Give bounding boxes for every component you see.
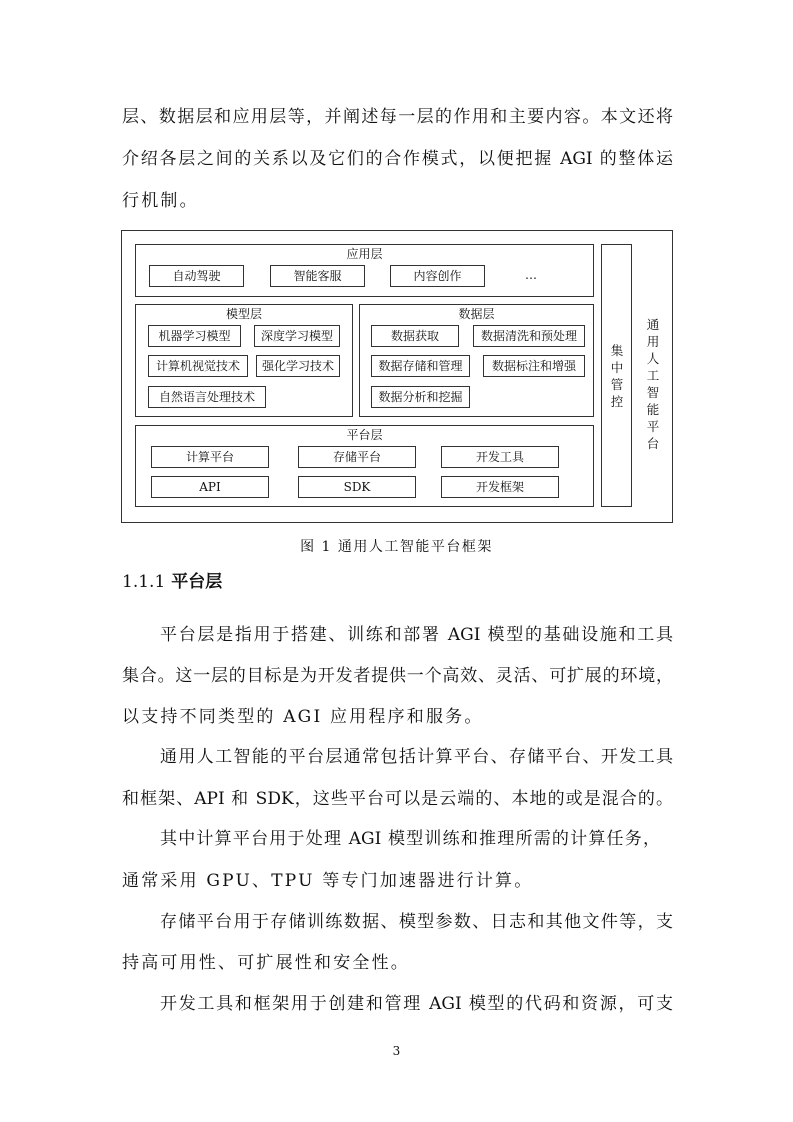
- data-layer-box: [359, 304, 594, 417]
- centralized-control-label: 集中管控: [610, 343, 624, 409]
- body-line-6: 其中计算平台用于处理 AGI 模型训练和推理所需的计算任务，: [160, 829, 660, 849]
- app-item-smart-customer-service: 智能客服: [270, 265, 365, 287]
- model-item-machine-learning: 机器学习模型: [148, 325, 241, 347]
- body-line-10: 开发工具和框架用于创建和管理 AGI 模型的代码和资源，可支: [160, 994, 673, 1014]
- data-layer-title: 数据层: [458, 307, 495, 321]
- data-item-acquisition: 数据获取: [371, 325, 459, 347]
- model-item-reinforcement-learning: 强化学习技术: [256, 355, 340, 377]
- section-title: 平台层: [171, 572, 223, 592]
- body-line-8: 存储平台用于存储训练数据、模型参数、日志和其他文件等，支: [160, 912, 673, 932]
- body-line-4: 通用人工智能的平台层通常包括计算平台、存储平台、开发工具: [160, 747, 673, 767]
- data-item-annotation: 数据标注和增强: [483, 355, 585, 377]
- figure-caption: 图 1 通用人工智能平台框架: [300, 539, 493, 555]
- framework-figure: [121, 230, 673, 523]
- intro-line-2: 介绍各层之间的关系以及它们的合作模式，以便把握 AGI 的整体运: [122, 149, 673, 169]
- model-item-nlp: 自然语言处理技术: [148, 386, 266, 408]
- platform-item-storage: 存储平台: [298, 446, 416, 468]
- data-item-cleaning: 数据清洗和预处理: [473, 325, 585, 347]
- platform-item-api: API: [151, 476, 269, 498]
- app-item-content-creation: 内容创作: [390, 265, 485, 287]
- app-item-ellipsis: …: [525, 268, 537, 282]
- data-item-analysis: 数据分析和挖掘: [371, 386, 470, 408]
- app-item-autonomous-driving: 自动驾驶: [149, 265, 244, 287]
- platform-item-sdk: SDK: [298, 476, 416, 498]
- platform-item-dev-framework: 开发框架: [441, 476, 559, 498]
- model-item-deep-learning: 深度学习模型: [254, 325, 340, 347]
- intro-line-1: 层、数据层和应用层等，并阐述每一层的作用和主要内容。本文还将: [122, 107, 673, 127]
- centralized-control-box: [601, 244, 632, 507]
- body-line-5: 和框架、API 和 SDK，这些平台可以是云端的、本地的或是混合的。: [122, 789, 673, 809]
- body-line-2: 集合。这一层的目标是为开发者提供一个高效、灵活、可扩展的环境，: [122, 666, 673, 686]
- section-heading: [122, 571, 222, 593]
- page-number: 3: [392, 1044, 401, 1058]
- application-layer-box: [135, 244, 594, 297]
- section-number: 1.1.1: [122, 572, 166, 592]
- model-item-computer-vision: 计算机视觉技术: [148, 355, 248, 377]
- model-layer-title: 模型层: [225, 307, 262, 321]
- platform-layer-box: [135, 425, 594, 507]
- model-layer-box: [135, 304, 353, 417]
- body-line-7: 通常采用 GPU、TPU 等专门加速器进行计算。: [122, 871, 534, 891]
- application-layer-title: 应用层: [346, 247, 383, 261]
- platform-item-dev-tools: 开发工具: [441, 446, 559, 468]
- agi-platform-label: 通用人工智能平台: [646, 317, 660, 451]
- intro-line-3: 行机制。: [122, 191, 199, 211]
- platform-item-compute: 计算平台: [151, 446, 269, 468]
- body-line-9: 持高可用性、可扩展性和安全性。: [122, 953, 410, 973]
- platform-layer-title: 平台层: [346, 428, 383, 442]
- body-line-3: 以支持不同类型的 AGI 应用程序和服务。: [122, 707, 484, 727]
- data-item-storage: 数据存储和管理: [371, 355, 470, 377]
- body-line-1: 平台层是指用于搭建、训练和部署 AGI 模型的基础设施和工具: [160, 625, 673, 645]
